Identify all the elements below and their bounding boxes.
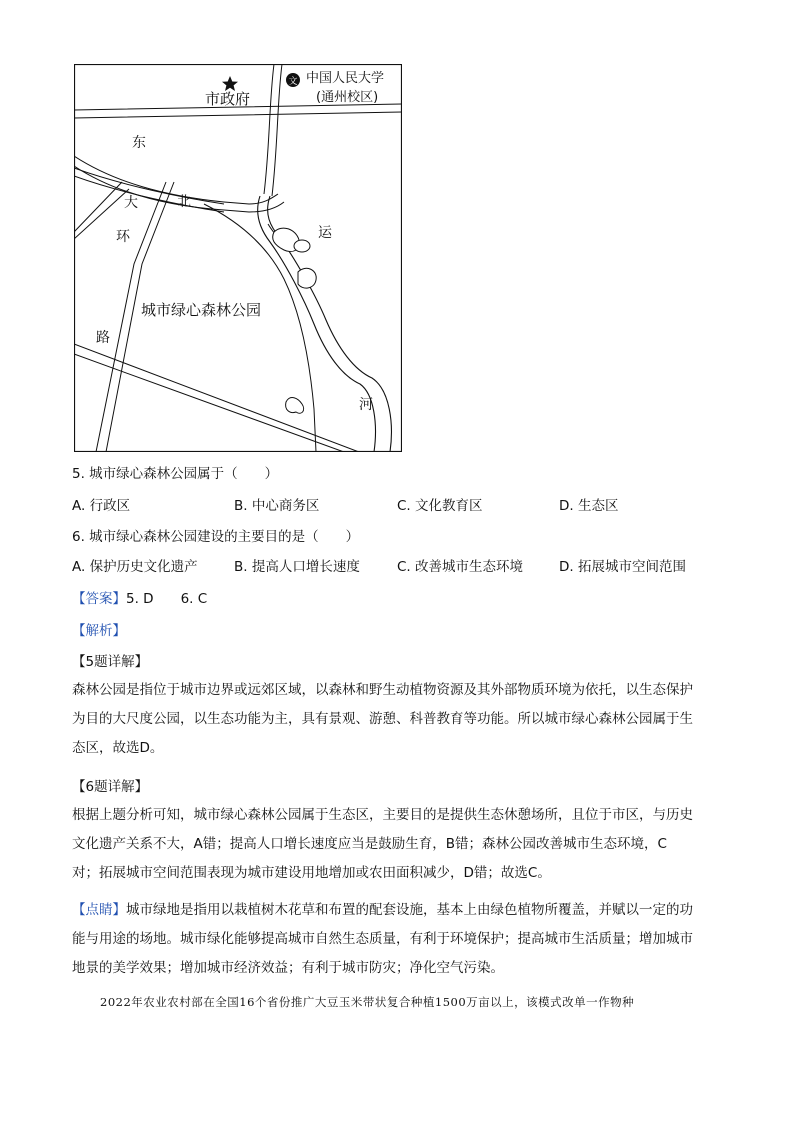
- detail5-line-1: 森林公园是指位于城市边界或远郊区域，以森林和野生动植物资源及其外部物质环境为依托，以生态保护: [72, 682, 693, 698]
- detail5-tag: 【5题详解】: [72, 654, 149, 670]
- university-badge-text: 文: [288, 77, 298, 87]
- tip-line-1-text: 城市绿地是指用以栽植树木花草和布置的配套设施，基本上由绿色植物所覆盖，并赋以一定的功: [126, 902, 693, 918]
- map-label-road-char-4: 环: [116, 229, 130, 245]
- map-road-vertical: [264, 64, 282, 196]
- map-label-university-2: (通州校区): [316, 90, 379, 105]
- map-label-river-char-1: 运: [318, 225, 332, 241]
- answer-text: 5. D 6. C: [126, 591, 208, 607]
- tip-line-2: 能与用途的场地。城市绿化能够提高城市自然生态质量，有利于环境保护；提高城市生活质量；增加城市: [72, 931, 693, 947]
- map-label-university-1: 中国人民大学: [306, 71, 385, 86]
- q5-option-b: B. 中心商务区: [234, 498, 320, 514]
- q6-option-d: D. 拓展城市空间范围: [559, 559, 686, 575]
- detail6-line-2: 文化遗产关系不大，A错；提高人口增长速度应当是鼓励生育，B错；森林公园改善城市生态环境，C: [72, 836, 667, 852]
- tip-line-3: 地景的美学效果；增加城市经济效益；有利于城市防灾；净化空气污染。: [72, 960, 504, 976]
- tip-tag: 【点睛】: [72, 902, 126, 918]
- q6-stem: 6. 城市绿心森林公园建设的主要目的是（ ）: [72, 529, 360, 545]
- detail6-tag: 【6题详解】: [72, 779, 149, 795]
- detail6-line-3: 对；拓展城市空间范围表现为城市建设用地增加或农田面积减少，D错；故选C。: [72, 865, 551, 881]
- q5-option-c: C. 文化教育区: [397, 498, 483, 514]
- map-label-road-char-5: 路: [96, 330, 110, 346]
- q5-option-d: D. 生态区: [559, 498, 619, 514]
- q5-option-a: A. 行政区: [72, 498, 131, 514]
- map-lake-4: [286, 398, 304, 414]
- detail5-line-3: 态区，故选D。: [72, 740, 164, 756]
- detail6-body: [72, 801, 732, 888]
- map-frame: [75, 65, 402, 452]
- detail6-line-1: 根据上题分析可知，城市绿心森林公园属于生态区，主要目的是提供生态休憩场所，且位于市区，与历史: [72, 807, 693, 823]
- answer-tag: 【答案】: [72, 591, 126, 607]
- detail5-body: [72, 676, 732, 763]
- tip-body: [72, 896, 732, 983]
- map-label-road-char-1: 东: [132, 135, 146, 151]
- tip-line-1: [72, 896, 732, 925]
- q5-stem: 5. 城市绿心森林公园属于（ ）: [72, 466, 279, 482]
- map-lake-3: [298, 268, 316, 288]
- map-label-river-char-2: 河: [359, 397, 373, 413]
- detail5-line-2: 为目的大尺度公园，以生态功能为主，具有景观、游憩、科普教育等功能。所以城市绿心森林公园属于生: [72, 711, 693, 727]
- map-lake-2: [294, 240, 310, 252]
- next-question-intro: 2022年农业农村部在全国16个省份推广大豆玉米带状复合种植1500万亩以上，该模式改单一作物种: [100, 995, 635, 1009]
- analysis-tag: 【解析】: [72, 623, 126, 639]
- q6-option-b: B. 提高人口增长速度: [234, 559, 360, 575]
- map-label-park: 城市绿心森林公园: [141, 301, 262, 319]
- map-ring-road-inner: [74, 168, 224, 212]
- answer-line: [72, 587, 207, 607]
- map-label-city-government: 市政府: [205, 90, 251, 108]
- map-label-road-char-2: 大: [124, 195, 138, 211]
- star-icon: [222, 76, 238, 91]
- map-figure: [74, 64, 402, 452]
- map-label-road-char-3: 北: [177, 194, 191, 210]
- q6-option-c: C. 改善城市生态环境: [397, 559, 524, 575]
- q6-option-a: A. 保护历史文化遗产: [72, 559, 198, 575]
